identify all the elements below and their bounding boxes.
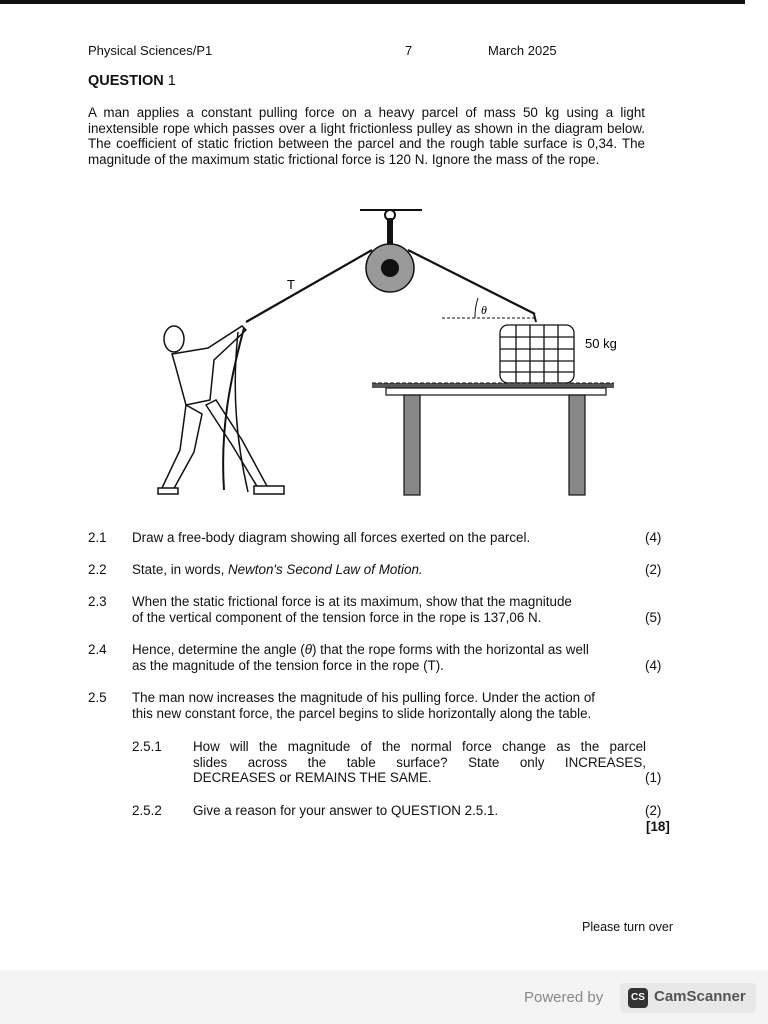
question-number: 2.5.1 (132, 739, 162, 754)
question-text-line: as the magnitude of the tension force in the rope (T). (132, 657, 444, 673)
table-top (386, 388, 606, 395)
question-number: 2.5 (88, 690, 107, 705)
question-text-line (132, 642, 647, 658)
camscanner-logo-icon: CS (628, 988, 648, 1008)
question-intro: A man applies a constant pulling force on a heavy parcel of mass 50 kg using a light inextensible rope which passes over a light frictionless pulley as shown in the diagram below. The coefficient of static friction between the parcel and the rough table surface is 0,34. The magnitude of the maximum static frictional force is 120 N. Ignore the mass of the rope. (88, 105, 645, 167)
header-date: March 2025 (488, 43, 557, 58)
question-title (88, 73, 176, 89)
camscanner-badge (620, 983, 756, 1013)
question-text-line: The man now increases the magnitude of his pulling force. Under the action of (132, 690, 595, 705)
text-part: ) that the rope forms with the horizontal as well (311, 642, 589, 657)
top-border (0, 0, 745, 4)
theta-symbol: θ (304, 642, 312, 657)
camscanner-name: CamScanner (654, 988, 746, 1005)
question-text-line: When the static frictional force is at its maximum, show that the magnitude (132, 594, 572, 609)
man-head (164, 326, 184, 352)
question-marks: (4) (645, 530, 662, 545)
angle-label: θ (481, 303, 487, 317)
question-text: Give a reason for your answer to QUESTION 2.5.1. (193, 803, 499, 818)
please-turn-over: Please turn over (582, 920, 674, 934)
header-subject: Physical Sciences/P1 (88, 43, 213, 58)
question-marks: (4) (645, 657, 662, 673)
question-marks: (2) (645, 562, 662, 577)
question-text: Draw a free-body diagram showing all forces exerted on the parcel. (132, 530, 531, 545)
question-marks: (2) (645, 803, 662, 818)
table-rough-surface (372, 383, 614, 388)
question-text-line: this new constant force, the parcel begins to slide horizontally along the table. (132, 705, 592, 721)
rope-slack (223, 328, 244, 490)
question-number: 2.3 (88, 594, 107, 609)
tension-label: T (287, 277, 295, 292)
question-number: 2.1 (88, 530, 107, 545)
total-marks: [18] (646, 819, 670, 834)
question-marks: (5) (645, 609, 662, 625)
pulley-axle (381, 259, 399, 277)
rope-knot (534, 314, 536, 322)
question-text-line: How will the magnitude of the normal force change as the parcel (193, 739, 646, 754)
parcel (500, 325, 574, 383)
question-text-line: slides across the table surface? State only INCREASES, (193, 754, 646, 770)
mass-label: 50 kg (585, 336, 617, 351)
question-title-text: QUESTION (88, 73, 164, 89)
question-text-plain: State, in words, (132, 562, 229, 577)
question-number: 2.4 (88, 642, 107, 657)
pulley-diagram (150, 200, 630, 505)
man-figure (158, 326, 284, 494)
question-marks: (1) (645, 770, 662, 785)
powered-by-label: Powered by (524, 989, 604, 1006)
man-leg-back (162, 405, 202, 492)
header-page-number: 7 (405, 43, 413, 58)
question-text-line: DECREASES or REMAINS THE SAME. (193, 770, 432, 785)
table-leg-left (404, 395, 420, 495)
text-part: Hence, determine the angle ( (132, 642, 305, 657)
table-leg-right (569, 395, 585, 495)
question-number: 2.2 (88, 562, 107, 577)
rope-right (408, 250, 535, 314)
question-text-line: of the vertical component of the tension force in the rope is 137,06 N. (132, 609, 542, 625)
question-text (132, 562, 647, 578)
question-number: 1 (163, 73, 176, 89)
man-shoe-back (158, 488, 178, 494)
angle-arc (475, 298, 478, 318)
man-shoe-front (254, 486, 284, 494)
rope-left (246, 250, 372, 322)
question-number: 2.5.2 (132, 803, 162, 818)
question-text-italic: Newton's Second Law of Motion. (228, 562, 423, 577)
